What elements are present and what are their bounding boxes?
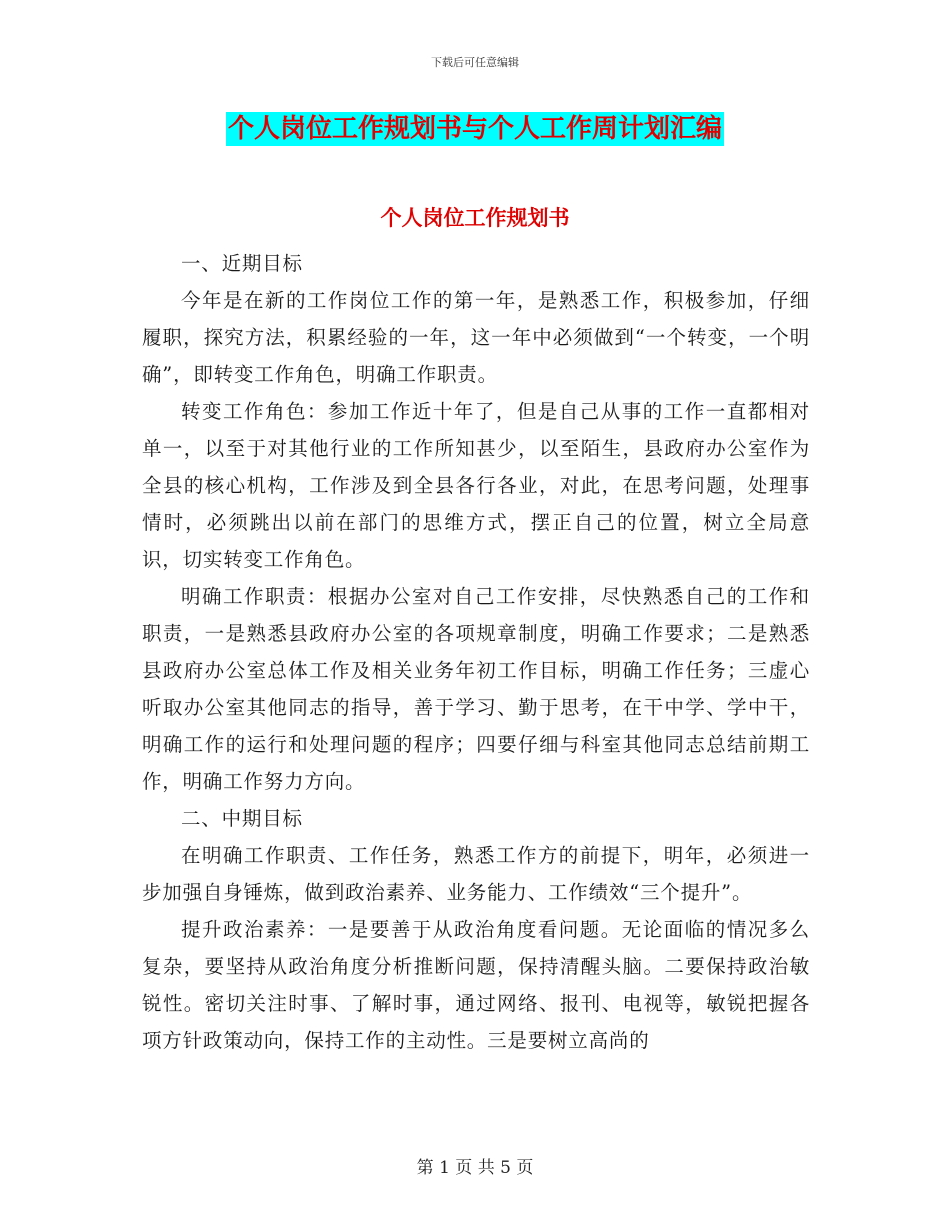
heading-near-term: 一、近期目标: [181, 252, 303, 275]
body-paragraph: 明确工作职责：根据办公室对自己工作安排，尽快熟悉自己的工作和职责，一是熟悉县政府办公室的各项规章制度，明确工作要求；二是熟悉县政府办公室总体工作及相关业务年初工作目标，明确工作任务；三虚心听取办公室其他同志的指导，善于学习、勤于思考，在干中学、学中干，明确工作的运行和处理问题的程序；四要仔细与科室其他同志总结前期工作，明确工作努力方向。: [142, 585, 810, 793]
header-note: 下载后可任意编辑: [431, 56, 519, 69]
body-paragraph: 今年是在新的工作岗位工作的第一年，是熟悉工作，积极参加，仔细履职，探究方法，积累经验的一年，这一年中必须做到“一个转变，一个明确”，即转变工作角色，明确工作职责。: [142, 289, 810, 386]
heading-mid-term: 二、中期目标: [181, 807, 303, 830]
document-title: [0, 112, 950, 146]
document-body: [142, 245, 810, 1059]
section-title: 个人岗位工作规划书: [380, 206, 570, 230]
body-paragraph: 提升政治素养：一是要善于从政治角度看问题。无论面临的情况多么复杂，要坚持从政治角度分析推断问题，保持清醒头脑。二要保持政治敏锐性。密切关注时事、了解时事，通过网络、报刊、电视等，敏锐把握各项方针政策动向，保持工作的主动性。三是要树立高尚的: [142, 918, 810, 1052]
body-paragraph: 在明确工作职责、工作任务，熟悉工作方的前提下，明年，必须进一步加强自身锤炼，做到政治素养、业务能力、工作绩效“三个提升”。: [142, 844, 810, 904]
body-paragraph: 转变工作角色：参加工作近十年了，但是自己从事的工作一直都相对单一，以至于对其他行业的工作所知甚少，以至陌生，县政府办公室作为全县的核心机构，工作涉及到全县各行各业，对此，在思考问题，处理事情时，必须跳出以前在部门的思维方式，摆正自己的位置，树立全局意识，切实转变工作角色。: [142, 400, 810, 571]
page-number: 第 1 页 共 5 页: [416, 1158, 534, 1178]
document-title-text: 个人岗位工作规划书与个人工作周计划汇编: [227, 114, 722, 144]
